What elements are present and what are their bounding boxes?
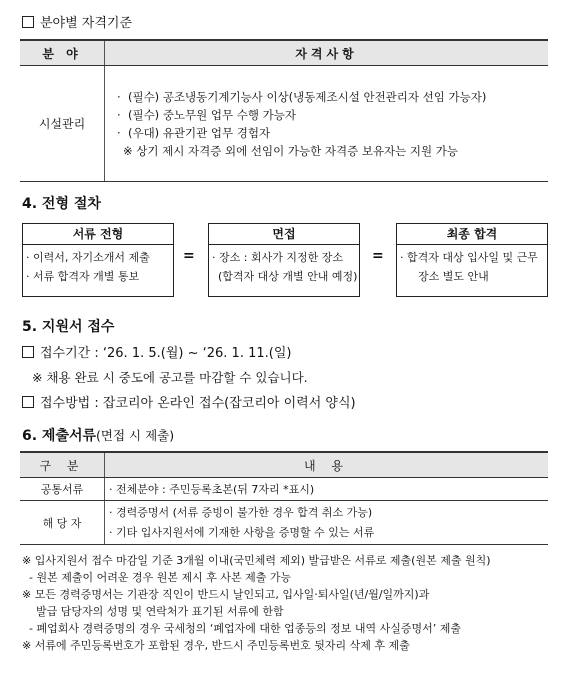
checkbox-icon [22,346,34,358]
step-title: 서류 전형 [23,224,173,245]
step-line: · 서류 합격자 개별 통보 [26,270,140,283]
doc-row-label: 해 당 자 [20,501,105,545]
qual-note: ※ 상기 제시 자격증 외에 선임이 가능한 자격증 보유자는 지원 가능 [123,143,459,158]
section5-heading: 5. 지원서 접수 [22,319,115,335]
qual-heading-text: 분야별 자격기준 [40,16,133,31]
step-line: · 이력서, 자기소개서 제출 [26,251,150,264]
note-line: - 폐업회사 경력증명의 경우 국세청의 ‘폐업자에 대한 업종등의 정보 내역 사실증명서’ 제출 [22,622,461,635]
qual-requirements-cell [105,66,549,182]
section6-heading [22,425,174,445]
documents-table [20,451,548,545]
checkbox-icon [22,16,34,28]
note-line: ※ 입사지원서 접수 마감일 기준 3개월 이내(국민체력 제외) 발급받은 서류로 제출(원본 제출 원칙) [22,554,491,567]
qual-item: · (필수) 중노무원 업무 수행 가능자 [117,107,296,122]
step-line: · 합격자 대상 입사일 및 근무 [400,251,538,264]
note-line: ※ 서류에 주민등록번호가 포함된 경우, 반드시 주민등록번호 뒷자리 삭제 후 제출 [22,639,410,652]
qual-item: · (필수) 공조냉동기계기능사 이상(냉동제조시설 안전관리자 선임 가능자) [117,89,487,104]
note-line: ※ 모든 경력증명서는 기관장 직인이 반드시 날인되고, 입사일·퇴사일(년/월/일까지)과 [22,588,430,601]
step-line: (합격자 대상 개별 안내 예정) [218,270,358,283]
doc-row-items [105,501,549,545]
qual-col-field: 분 야 [20,40,105,66]
closing-note: ※ 채용 완료 시 중도에 공고를 마감할 수 있습니다. [32,370,308,385]
submission-notes [22,552,491,654]
step-title: 면접 [209,224,359,245]
doc-row-item: · 기타 입사지원서에 기재한 사항을 증명할 수 있는 서류 [109,525,375,539]
step-line: · 장소 : 회사가 지정한 장소 [212,251,343,264]
application-method: 접수방법 : 잡코리아 온라인 접수(잡코리아 이력서 양식) [22,392,356,411]
step-line: 장소 별도 안내 [418,270,489,283]
qualification-table [20,39,548,182]
equals-sign: = [372,248,384,264]
step-document-screening [22,223,174,297]
qual-col-requirements: 자격사항 [105,40,549,66]
qual-field-cell: 시설관리 [20,66,105,182]
section4-heading: 4. 전형 절차 [22,196,101,212]
equals-sign: = [183,248,195,264]
checkbox-icon [22,396,34,408]
doc-row-label: 공통서류 [20,478,105,501]
doc-col-content: 내 용 [105,452,549,478]
qual-heading [22,12,132,31]
step-final-pass [396,223,548,297]
step-interview [208,223,360,297]
doc-row-item: · 전체분야 : 주민등록초본(뒤 7자리 *표시) [105,478,549,501]
note-line: - 원본 제출이 어려운 경우 원본 제시 후 사본 제출 가능 [22,571,292,584]
qual-item: · (우대) 유관기관 업무 경험자 [117,125,271,140]
doc-col-category: 구 분 [20,452,105,478]
application-period: 접수기간 : ‘26. 1. 5.(월) ~ ‘26. 1. 11.(일) [22,342,291,361]
step-title: 최종 합격 [397,224,547,245]
note-line: 발급 담당자의 성명 및 연락처가 표기된 서류에 한함 [22,605,284,618]
doc-row-item: · 경력증명서 (서류 증빙이 불가한 경우 합격 취소 가능) [109,505,373,519]
section6-heading-text: 6. 제출서류 [22,428,97,444]
section6-heading-sub: (면접 시 제출) [96,428,175,443]
